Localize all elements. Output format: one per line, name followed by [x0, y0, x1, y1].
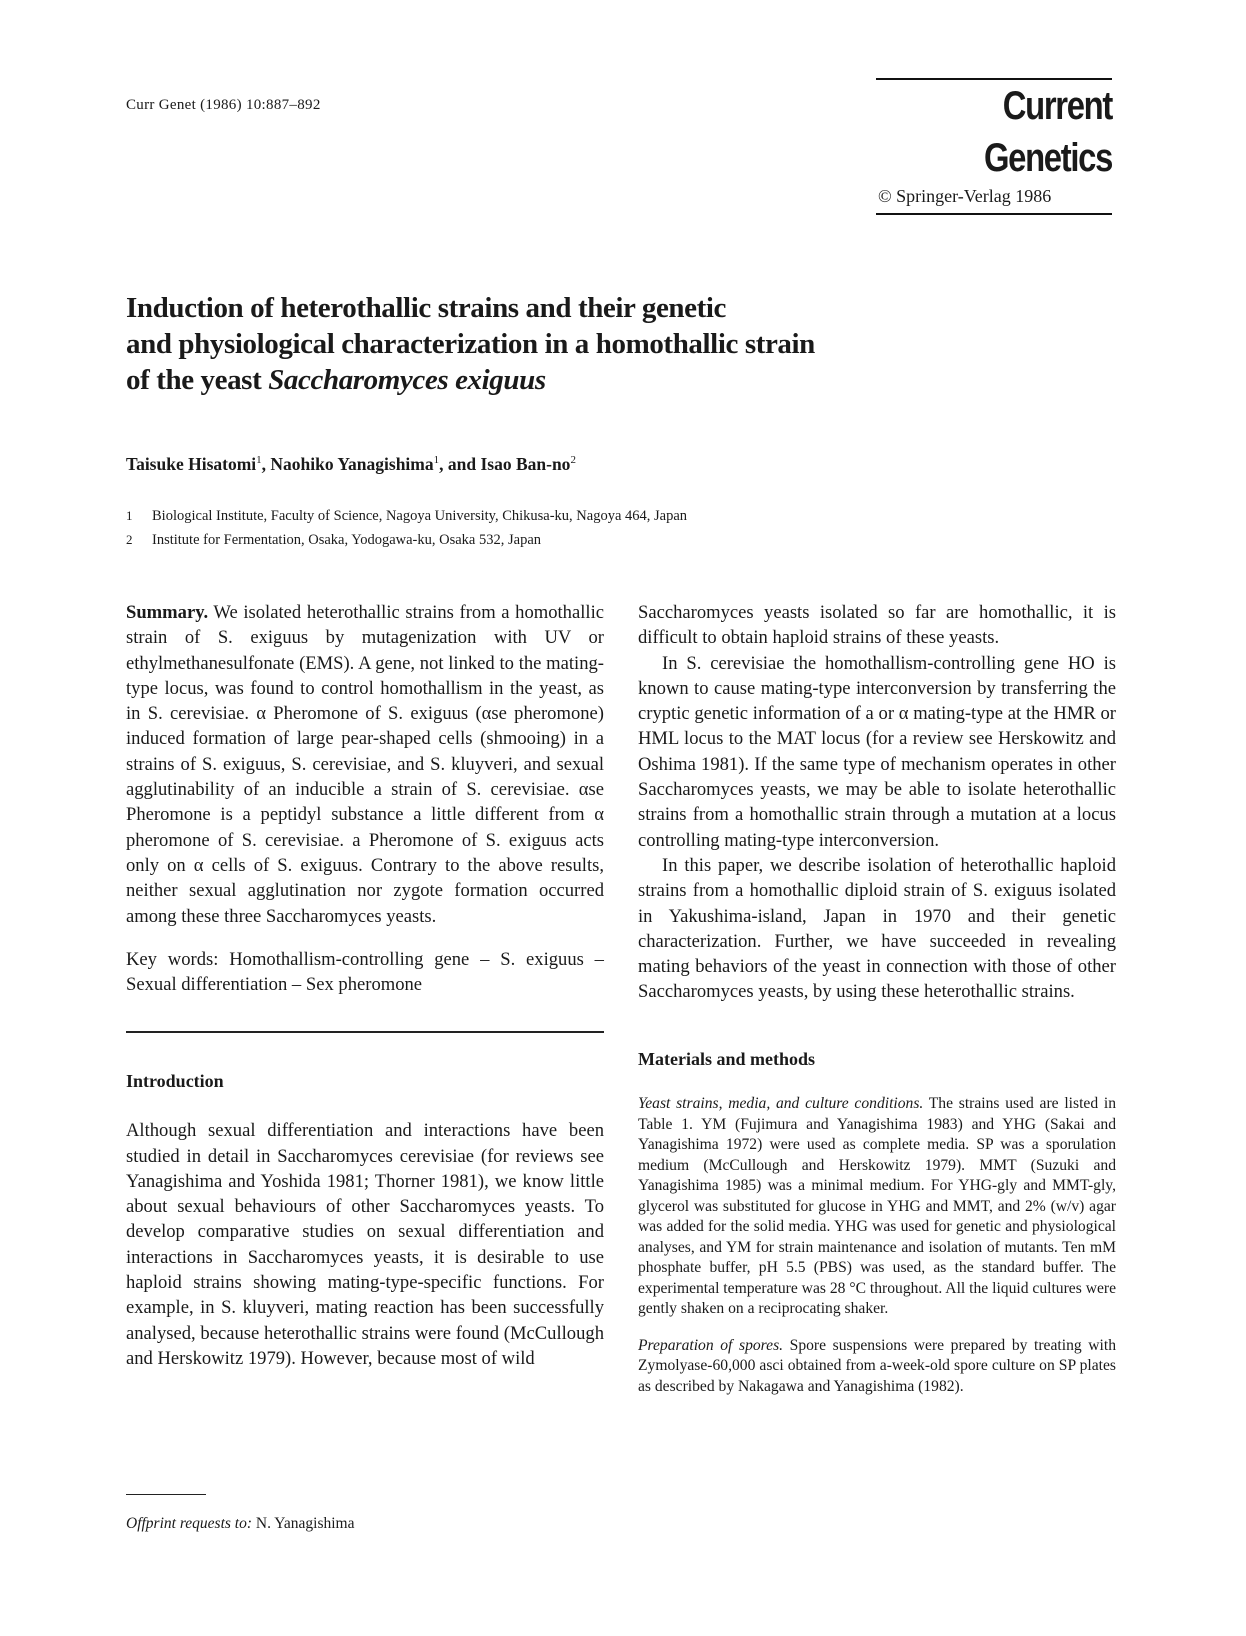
author-separator: , and — [439, 454, 481, 474]
spore-preparation-text: Spore suspensions were prepared by treating with Zymolyase-60,000 asci obtained from a-week-old spore culture on SP plates as described by Nakagawa and Yanagishima (1982). — [638, 1336, 1116, 1395]
strains-media-paragraph — [638, 1094, 1116, 1320]
affiliation-text: Biological Institute, Faculty of Science, Nagoya University, Chikusa-ku, Nagoya 464, Japan — [152, 508, 688, 524]
affiliation-number: 1 — [126, 508, 133, 523]
article-title — [126, 290, 946, 398]
journal-name: Current Genetics — [983, 84, 1112, 180]
summary-text: We isolated heterothallic strains from a homothallic strain of S. exiguus by mutagenization with UV or ethylmethanesulfonate (EMS). A gene, not linked to the mating-type locus, was found to control homothallism in the yeast, as in S. cerevisiae. α Pheromone of S. exiguus (αse pheromone) induced formation of large pear-shaped cells (shmooing) in a strains of S. exiguus, S. cerevisiae, and S. kluyveri, and sexual agglutinability of an inducible a strain of S. cerevisiae. αse Pheromone is a peptidyl substance a little different from α pheromone of S. cerevisiae. a Pheromone of S. exiguus acts only on α cells of S. exiguus. Contrary to the above results, neither sexual agglutination nor zygote formation occurred among these three Saccharomyces yeasts. — [126, 602, 604, 927]
affiliation-item — [126, 504, 687, 528]
introduction-paragraph-1: Although sexual differentiation and interactions have been studied in detail in Saccharomyces cerevisiae (for reviews see Yanagishima and Yoshida 1981; Thorner 1981), we know little about sexual behaviours of other Saccharomyces yeasts. To develop comparative studies on sexual differentiation and interactions in Saccharomyces yeasts, it is desirable to use haploid strains showing mating-type-specific functions. For example, in S. kluyveri, mating reaction has been successfully analysed, because heterothallic strains were found (McCullough and Herskowitz 1979). However, because most of wild — [126, 1120, 604, 1369]
journal-masthead — [876, 78, 1112, 215]
strains-media-text: The strains used are listed in Table 1. YM (Fujimura and Yanagishima 1983) and YHG (Sakai and Yanagishima 1972) were used as complete media. SP was a sporulation medium (McCullough and Herskowitz 1979). MMT (Suzuki and Yanagishima 1985) was a minimal medium. For YHG-gly and MMT-gly, glycerol was substituted for glucose in YHG and MMT, and 2% (w/v) agar was added for the solid media. YHG was used for genetic and physiological analyses, and YM for strain maintenance and isolation of mutants. Ten mM phosphate buffer, pH 5.5 (PBS) was used, as the standard buffer. The experimental temperature was 28 °C throughout. All the liquid cultures were gently shaken on a reciprocating shaker. — [638, 1095, 1116, 1318]
copyright-notice: © Springer-Verlag 1986 — [878, 186, 1052, 206]
footnote-name: N. Yanagishima — [252, 1515, 355, 1532]
title-line-2: and physiological characterization in a homothallic strain — [126, 328, 815, 360]
footnote-label: Offprint requests to: — [126, 1515, 253, 1532]
journal-citation: Curr Genet (1986) 10:887–892 — [126, 97, 321, 113]
author-list — [126, 454, 576, 475]
spore-preparation-label: Preparation of spores. — [638, 1336, 784, 1354]
footnote-rule — [126, 1494, 206, 1495]
affiliation-item — [126, 528, 687, 552]
affiliations — [126, 504, 687, 552]
title-species: Saccharomyces exiguus — [268, 364, 546, 396]
affiliation-text: Institute for Fermentation, Osaka, Yodogawa-ku, Osaka 532, Japan — [152, 532, 542, 548]
author-3: Isao Ban-no — [480, 454, 571, 474]
left-column — [126, 600, 604, 1371]
summary-paragraph — [126, 600, 604, 929]
introduction-paragraph-3: In this paper, we describe isolation of heterothallic haploid strains from a homothallic diploid strain of S. exiguus isolated in Yakushima-island, Japan in 1970 and their genetic characterization. Further, we have succeeded in revealing mating behaviors of the yeast in connection with those of other Saccharomyces yeasts, by using these heterothallic strains. — [638, 854, 1116, 1003]
section-divider — [126, 1031, 604, 1033]
author-1: Taisuke Hisatomi — [126, 454, 257, 474]
author-1-affiliation: 1 — [256, 454, 262, 467]
author-3-affiliation: 2 — [570, 454, 576, 467]
masthead-bottom-rule — [876, 213, 1112, 215]
affiliation-number: 2 — [126, 532, 133, 547]
keywords-label: Key words: — [126, 948, 219, 970]
spore-preparation-paragraph — [638, 1336, 1116, 1398]
materials-methods-heading: Materials and methods — [638, 1048, 815, 1069]
introduction-paragraph-2: In S. cerevisiae the homothallism-controlling gene HO is known to cause mating-type interconversion by transferring the cryptic genetic information of a or α mating-type at the HMR or HML locus to the MAT locus (for a review see Herskowitz and Oshima 1981). If the same type of mechanism operates in other Saccharomyces yeasts, we may be able to isolate heterothallic strains from a homothallic strain through a mutation at a locus controlling mating-type interconversion. — [638, 652, 1116, 851]
summary-label: Summary. — [126, 602, 209, 623]
author-separator: , — [261, 454, 271, 474]
keywords-text: Homothallism-controlling gene – S. exiguus – Sexual differentiation – Sex pheromone — [126, 948, 604, 996]
title-line-3-prefix: of the yeast — [126, 364, 269, 396]
strains-media-label: Yeast strains, media, and culture conditions. — [638, 1095, 924, 1113]
offprint-footnote — [126, 1515, 355, 1533]
keywords-paragraph — [126, 947, 604, 998]
introduction-paragraph-1-continued: Saccharomyces yeasts isolated so far are homothallic, it is difficult to obtain haploid strains of these yeasts. — [638, 602, 1116, 649]
title-line-3 — [126, 362, 946, 398]
author-2-affiliation: 1 — [433, 454, 440, 467]
title-line-1: Induction of heterothallic strains and their genetic — [126, 292, 727, 324]
author-2: Naohiko Yanagishima — [270, 454, 434, 474]
introduction-heading: Introduction — [126, 1070, 224, 1091]
right-column — [638, 600, 1116, 1397]
